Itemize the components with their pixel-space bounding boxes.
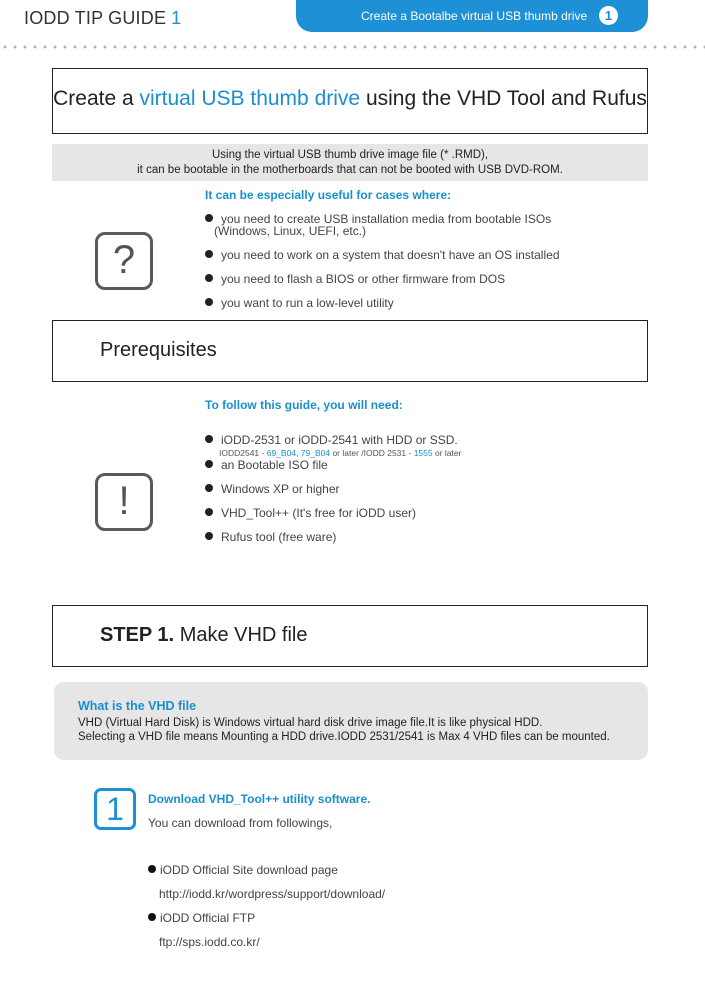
bullet-icon <box>148 913 156 921</box>
bullet-icon <box>205 250 213 258</box>
bullet-icon <box>205 508 213 516</box>
bullet-icon <box>205 298 213 306</box>
prerequisites-box <box>52 320 648 382</box>
prerequisite-item: an Bootable ISO file <box>205 458 328 472</box>
header-tab-number: 1 <box>599 6 618 25</box>
question-icon: ? <box>95 232 153 290</box>
bullet-icon <box>148 865 156 873</box>
use-case-item: you want to run a low-level utility <box>205 296 394 310</box>
page-title: Create a virtual USB thumb drive using the VHD Tool and Rufus <box>53 87 647 110</box>
bullet-icon <box>205 484 213 492</box>
use-case-item: you need to flash a BIOS or other firmware from DOS <box>205 272 505 286</box>
prerequisite-item: Rufus tool (free ware) <box>205 530 336 544</box>
vhd-info-text: VHD (Virtual Hard Disk) is Windows virtual hard disk drive image file.It is like physical HDD. Selecting a VHD file means Mounting a HDD drive.IODD 2531/2541 is Max 4 VHD files can be mounted. <box>78 717 610 743</box>
page-title-box <box>52 68 648 134</box>
prerequisites-heading: To follow this guide, you will need: <box>205 398 403 412</box>
step-number-icon: 1 <box>94 788 136 830</box>
exclamation-icon: ! <box>95 473 153 531</box>
firmware-note: IODD2541 - 69_B04, 79_B04 or later /IODD 2531 - 1555 or later <box>219 448 462 458</box>
bullet-icon <box>205 435 213 443</box>
header-tab <box>296 0 648 32</box>
bullet-icon <box>205 214 213 222</box>
download-text: You can download from followings, <box>148 816 333 830</box>
download-link-url[interactable]: http://iodd.kr/wordpress/support/download/ <box>159 887 386 901</box>
prerequisites-title: Prerequisites <box>100 339 217 361</box>
download-heading: Download VHD_Tool++ utility software. <box>148 792 371 806</box>
intro-line-1: Using the virtual USB thumb drive image file (* .RMD), <box>211 149 489 161</box>
prerequisite-item: VHD_Tool++ (It's free for iODD user) <box>205 506 416 520</box>
use-cases-heading: It can be especially useful for cases where: <box>205 188 452 202</box>
step1-box <box>52 605 648 667</box>
prerequisite-item: Windows XP or higher <box>205 482 340 496</box>
bullet-icon <box>205 532 213 540</box>
intro-banner <box>52 144 648 181</box>
bullet-icon <box>205 460 213 468</box>
header-tab-title: Create a Bootalbe virtual USB thumb drive <box>361 9 588 23</box>
use-case-item: you need to work on a system that doesn't have an OS installed <box>205 248 560 262</box>
vhd-info-heading: What is the VHD file <box>78 699 197 713</box>
download-link-label: iODD Official Site download page <box>148 863 338 877</box>
use-case-item-sub: (Windows, Linux, UEFI, etc.) <box>214 224 367 238</box>
brand-title: IODD TIP GUIDE 1 <box>24 8 182 28</box>
intro-line-2: it can be bootable in the motherboards that can not be booted with USB DVD-ROM. <box>137 164 563 176</box>
download-link-label: iODD Official FTP <box>148 911 255 925</box>
prerequisite-item: iODD-2531 or iODD-2541 with HDD or SSD. <box>205 433 458 447</box>
step1-title: STEP 1. Make VHD file <box>100 624 308 646</box>
download-link-url[interactable]: ftp://sps.iodd.co.kr/ <box>159 935 260 949</box>
title-highlight: virtual USB thumb drive <box>139 87 361 110</box>
dotted-divider <box>0 45 705 49</box>
vhd-info-panel <box>54 682 648 760</box>
bullet-icon <box>205 274 213 282</box>
brand-number: 1 <box>171 8 182 28</box>
use-case-item: you need to create USB installation media from bootable ISOs <box>205 212 551 226</box>
